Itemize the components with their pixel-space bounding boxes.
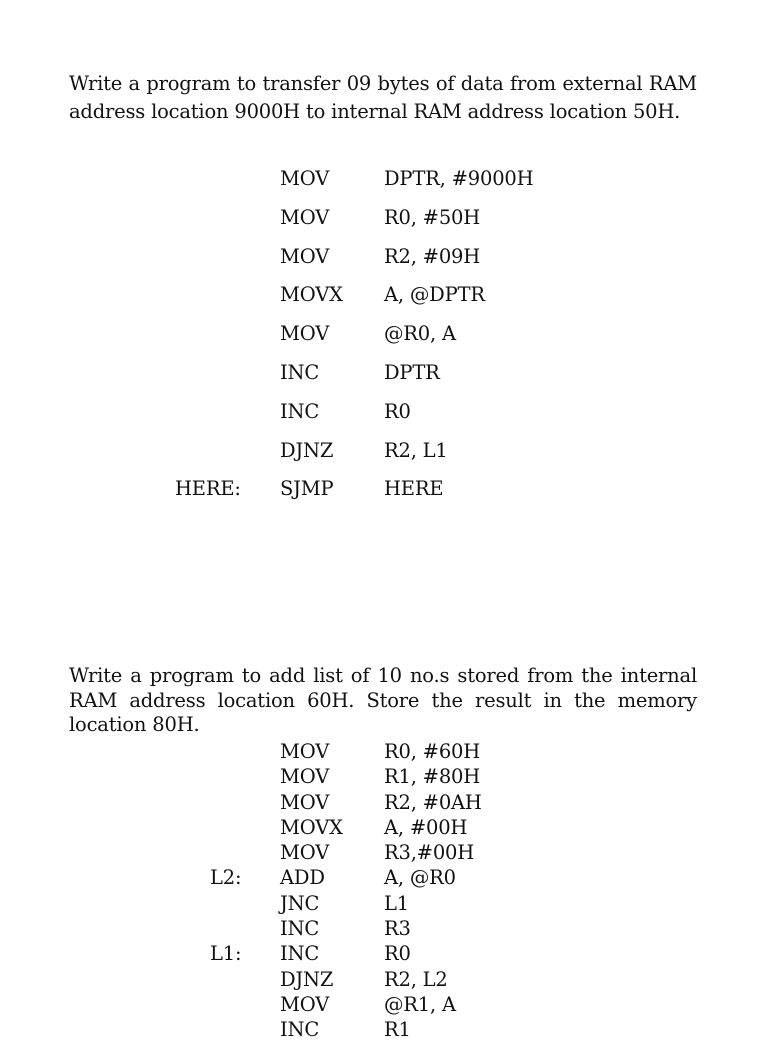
code-operands: HERE	[384, 477, 444, 501]
code-line	[0, 475, 768, 514]
code-opcode: MOV	[280, 841, 330, 865]
code-opcode: MOV	[280, 244, 330, 268]
code-operands: @R1, A	[384, 992, 456, 1016]
code-operands: R1	[384, 1018, 411, 1042]
code-label: L1:	[210, 942, 242, 966]
code-line	[0, 891, 768, 916]
code-line	[0, 992, 768, 1017]
code-opcode: SJMP	[280, 477, 334, 501]
code-line	[0, 320, 768, 359]
code-operands: R2, L2	[384, 967, 448, 991]
code-operands: R3	[384, 917, 411, 941]
code-operands: DPTR, #9000H	[384, 167, 534, 190]
code-operands: DPTR	[384, 360, 440, 384]
code-operands: A, #00H	[384, 815, 468, 839]
code-line	[0, 359, 768, 398]
code-line	[0, 281, 768, 320]
code-opcode: MOV	[280, 322, 330, 346]
code-operands: A, @DPTR	[384, 283, 485, 307]
code-operands: R3,#00H	[384, 841, 475, 865]
code-opcode: INC	[280, 360, 320, 384]
code-opcode: INC	[280, 399, 320, 423]
code-line	[0, 840, 768, 865]
code-operands: R0	[384, 942, 411, 966]
code-operands: R2, L1	[384, 438, 448, 462]
code-opcode: INC	[280, 917, 320, 941]
code-label: L2:	[210, 866, 242, 890]
code-operands: A, @R0	[384, 866, 456, 890]
code-line	[0, 204, 768, 243]
code-opcode: MOV	[280, 765, 330, 789]
code-line	[0, 967, 768, 992]
code-opcode: DJNZ	[280, 967, 334, 991]
problem-1-statement: Write a program to transfer 09 bytes of data from external RAM address location 9000H to internal RAM address location 50H.	[69, 72, 697, 123]
code-opcode: JNC	[280, 891, 320, 915]
code-operands: R0, #50H	[384, 205, 481, 229]
code-line	[0, 398, 768, 437]
code-operands: L1	[384, 891, 409, 915]
code-line	[0, 764, 768, 789]
code-operands: R2, #09H	[384, 244, 481, 268]
code-opcode: MOV	[280, 167, 330, 190]
code-line	[0, 865, 768, 890]
code-opcode: ADD	[280, 866, 325, 890]
problem-1-code-listing	[0, 165, 768, 514]
code-opcode: MOV	[280, 205, 330, 229]
code-line	[0, 815, 768, 840]
code-line	[0, 243, 768, 282]
code-line	[0, 739, 768, 764]
code-line	[0, 916, 768, 941]
code-operands: @R0, A	[384, 322, 456, 346]
problem-2-code-listing	[0, 739, 768, 1043]
code-line	[0, 437, 768, 476]
code-opcode: DJNZ	[280, 438, 334, 462]
code-label: HERE:	[175, 477, 241, 501]
code-operands: R0	[384, 399, 411, 423]
code-opcode: MOV	[280, 992, 330, 1016]
code-line	[0, 941, 768, 966]
code-opcode: MOVX	[280, 815, 343, 839]
code-opcode: MOV	[280, 790, 330, 814]
code-line	[0, 165, 768, 204]
problem-2-statement: Write a program to add list of 10 no.s stored from the internal RAM address location 60H. Store the result in the memory location 80H.	[69, 664, 697, 736]
code-operands: R1, #80H	[384, 765, 481, 789]
code-opcode: INC	[280, 942, 320, 966]
code-line	[0, 790, 768, 815]
code-operands: R0, #60H	[384, 740, 481, 763]
code-opcode: MOVX	[280, 283, 343, 307]
code-opcode: INC	[280, 1018, 320, 1042]
code-line	[0, 1017, 768, 1042]
code-operands: R2, #0AH	[384, 790, 482, 814]
code-opcode: MOV	[280, 740, 330, 763]
